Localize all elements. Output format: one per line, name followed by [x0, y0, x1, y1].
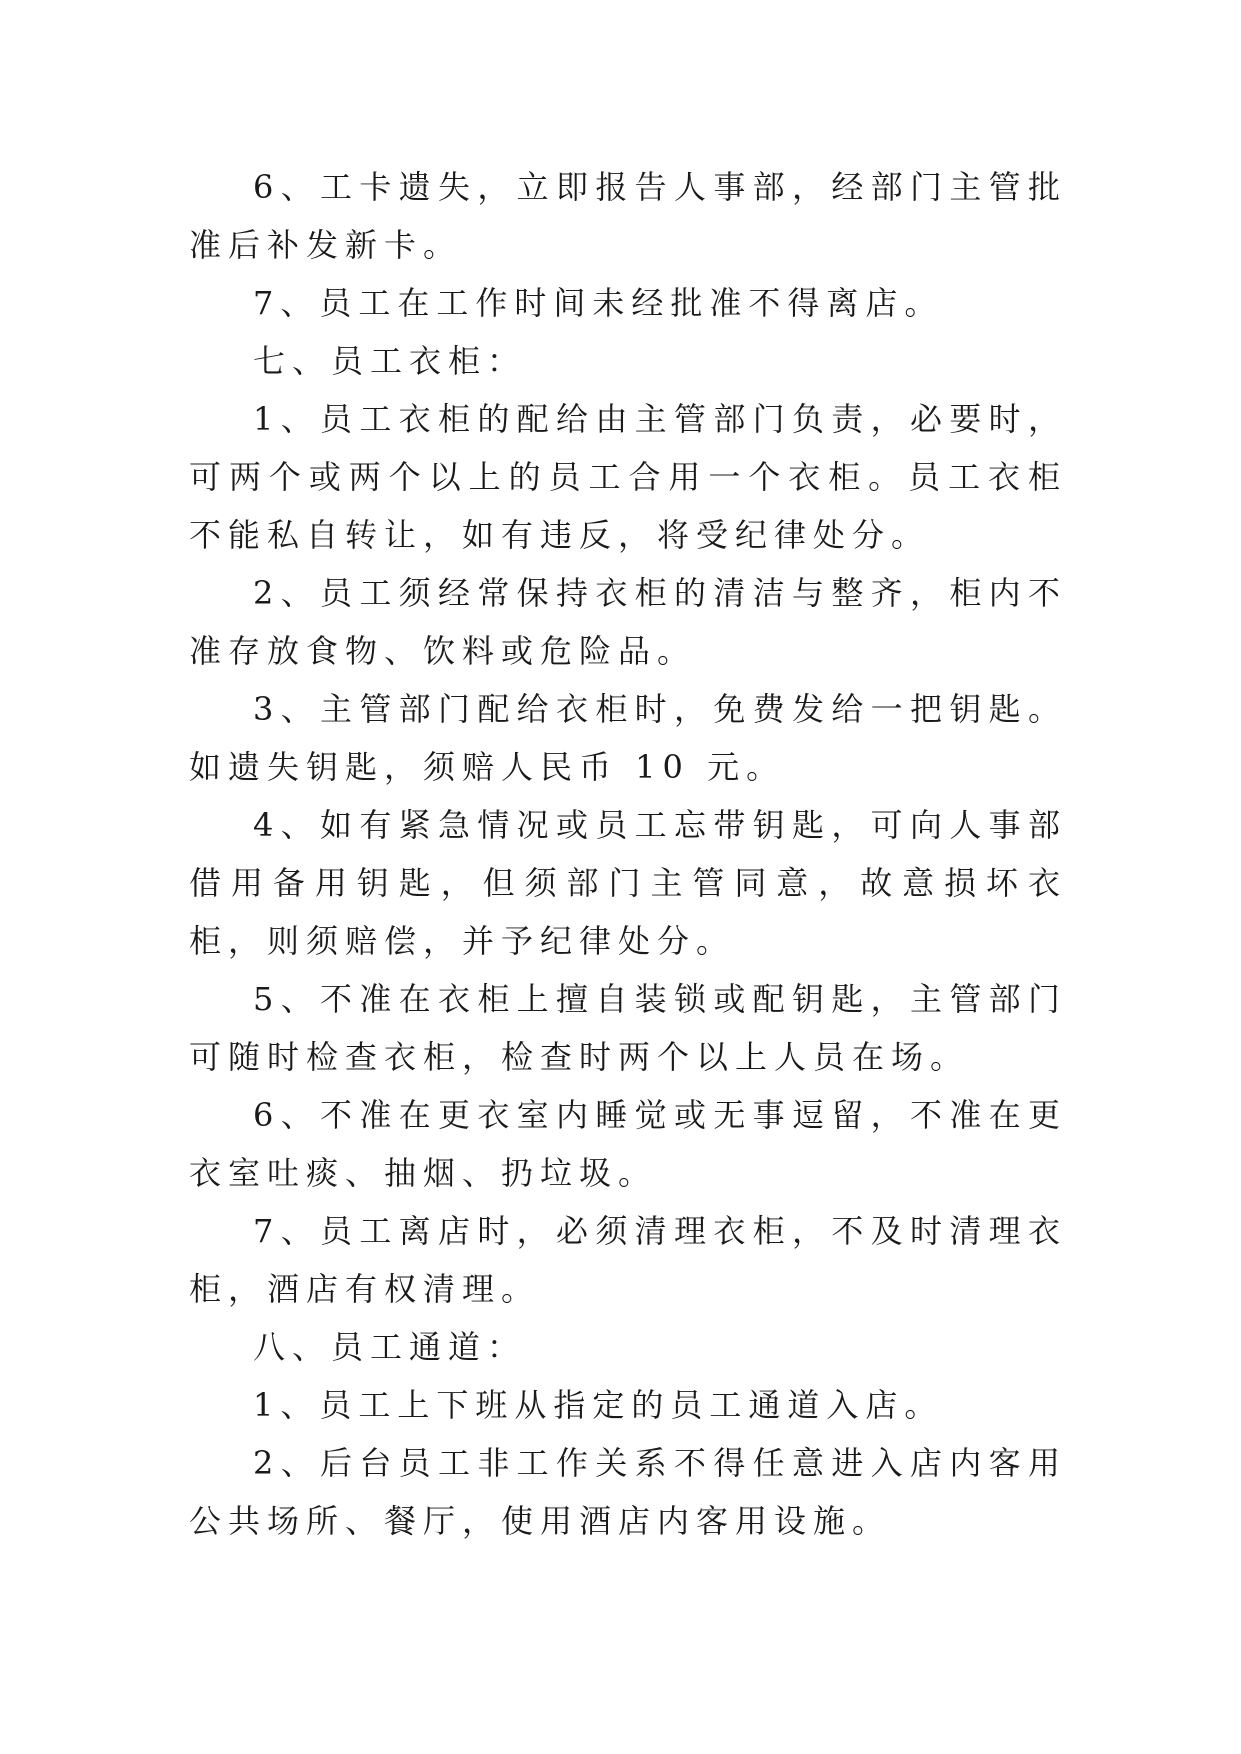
paragraph-locker-7: 7、员工离店时，必须清理衣柜，不及时清理衣柜，酒店有权清理。	[189, 1212, 1067, 1308]
paragraph-locker-3: 3、主管部门配给衣柜时，免费发给一把钥匙。如遗失钥匙，须赔人民币 10 元。	[189, 690, 1067, 786]
paragraph-locker-4: 4、如有紧急情况或员工忘带钥匙，可向人事部借用备用钥匙，但须部门主管同意，故意损坏衣柜，则须赔偿，并予纪律处分。	[189, 806, 1067, 960]
paragraph-passage-2: 2、后台员工非工作关系不得任意进入店内客用公共场所、餐厅，使用酒店内客用设施。	[189, 1444, 1067, 1540]
section-heading-staff-passage: 八、员工通道：	[253, 1328, 527, 1366]
paragraph-locker-2: 2、员工须经常保持衣柜的清洁与整齐，柜内不准存放食物、饮料或危险品。	[189, 574, 1067, 670]
paragraph-locker-5: 5、不准在衣柜上擅自装锁或配钥匙，主管部门可随时检查衣柜，检查时两个以上人员在场。	[189, 980, 1067, 1076]
paragraph-passage-1: 1、员工上下班从指定的员工通道入店。	[253, 1386, 944, 1424]
paragraph-item-7-leave-store: 7、员工在工作时间未经批准不得离店。	[253, 284, 944, 322]
document-body	[189, 158, 1067, 1550]
paragraph-locker-6: 6、不准在更衣室内睡觉或无事逗留，不准在更衣室吐痰、抽烟、扔垃圾。	[189, 1096, 1067, 1192]
paragraph-locker-1: 1、员工衣柜的配给由主管部门负责，必要时，可两个或两个以上的员工合用一个衣柜。员工衣柜不能私自转让，如有违反，将受纪律处分。	[189, 400, 1067, 554]
paragraph-item-6-lost-card: 6、工卡遗失，立即报告人事部，经部门主管批准后补发新卡。	[189, 168, 1067, 264]
section-heading-staff-lockers: 七、员工衣柜：	[253, 342, 527, 380]
